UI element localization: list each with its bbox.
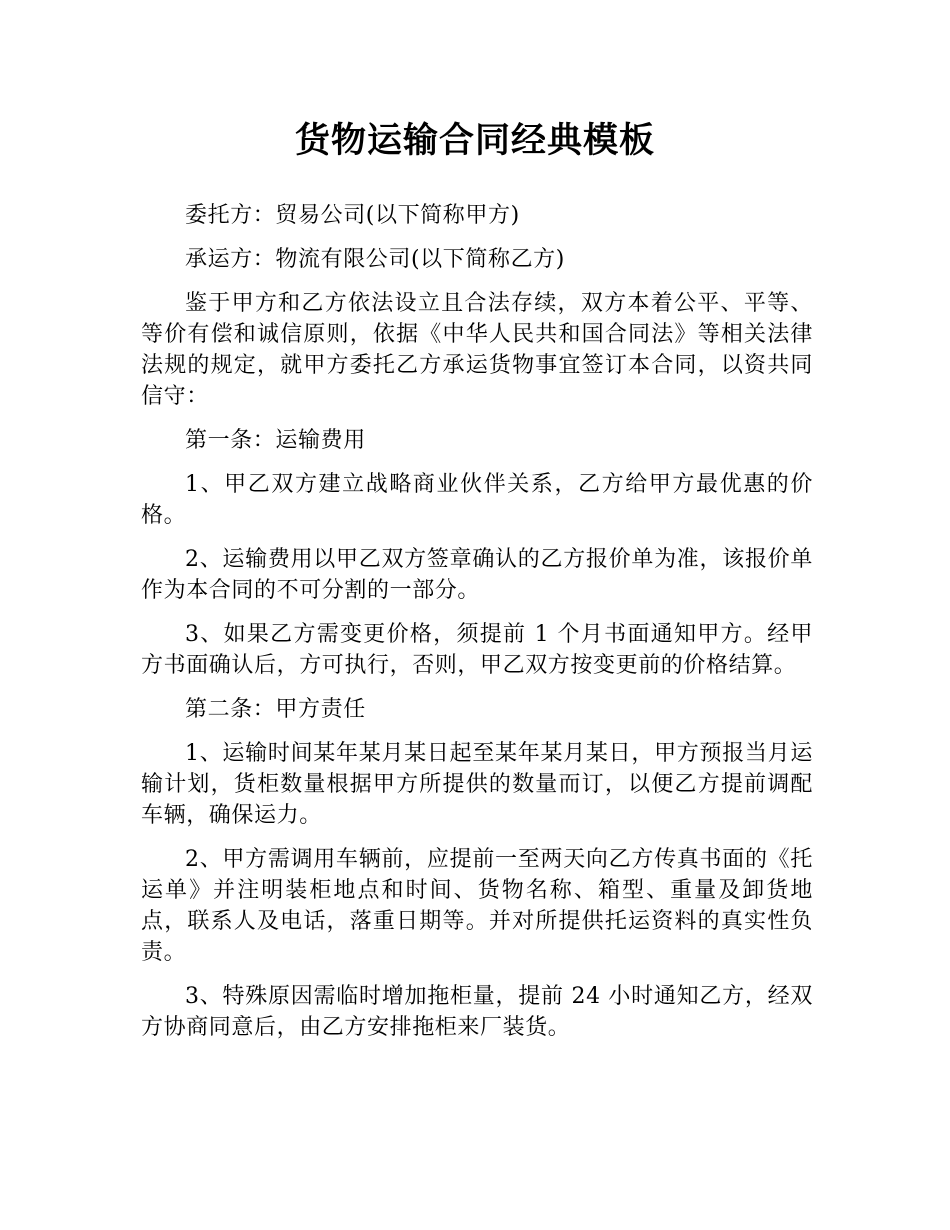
article-2-clause-3: 3、特殊原因需临时增加拖柜量，提前 24 小时通知乙方，经双方协商同意后，由乙方安排拖柜来厂装货。 bbox=[141, 984, 813, 1040]
party-b-line: 承运方：物流有限公司(以下简称乙方) bbox=[185, 247, 565, 272]
article-2-heading: 第二条：甲方责任 bbox=[185, 697, 366, 722]
article-1-clause-2: 2、运输费用以甲乙双方签章确认的乙方报价单为准，该报价单作为本合同的不可分割的一部分。 bbox=[141, 547, 813, 603]
document-body bbox=[141, 200, 813, 1056]
article-1-heading: 第一条：运输费用 bbox=[185, 428, 366, 453]
party-a-line: 委托方：贸易公司(以下简称甲方) bbox=[185, 203, 520, 228]
article-2-clause-2: 2、甲方需调用车辆前，应提前一至两天向乙方传真书面的《托运单》并注明装柜地点和时间、货物名称、箱型、重量及卸货地点，联系人及电话，落重日期等。并对所提供托运资料的真实性负责。 bbox=[141, 847, 813, 965]
document-title: 货物运输合同经典模板 bbox=[294, 121, 655, 161]
article-1-clause-1: 1、甲乙双方建立战略商业伙伴关系，乙方给甲方最优惠的价格。 bbox=[141, 472, 813, 528]
article-2-clause-1: 1、运输时间某年某月某日起至某年某月某日，甲方预报当月运输计划，货柜数量根据甲方所提供的数量而订，以便乙方提前调配车辆，确保运力。 bbox=[141, 741, 813, 828]
preamble-paragraph: 鉴于甲方和乙方依法设立且合法存续，双方本着公平、平等、等价有偿和诚信原则，依据《中华人民共和国合同法》等相关法律法规的规定，就甲方委托乙方承运货物事宜签订本合同，以资共同信守： bbox=[141, 291, 813, 409]
article-1-clause-3: 3、如果乙方需变更价格，须提前 1 个月书面通知甲方。经甲方书面确认后，方可执行，否则，甲乙双方按变更前的价格结算。 bbox=[141, 622, 813, 678]
